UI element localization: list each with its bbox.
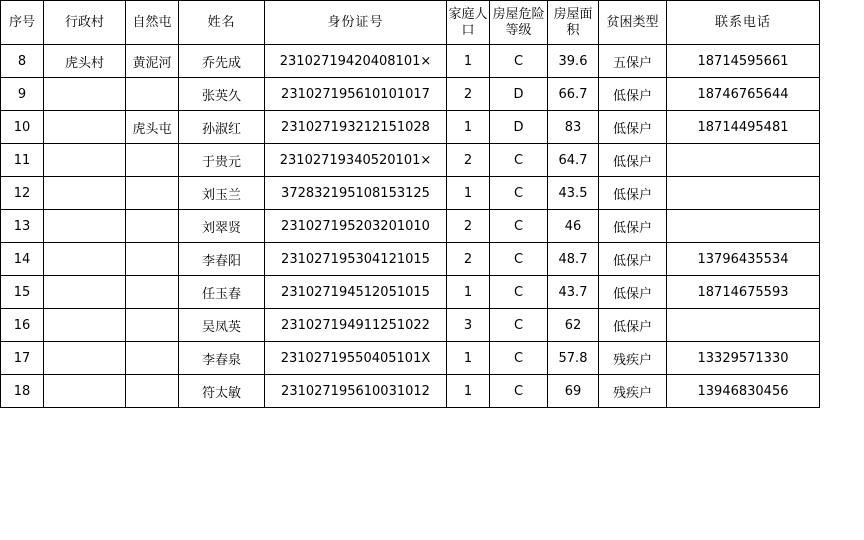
header-household-size: 家庭人口 bbox=[447, 1, 490, 45]
cell-house-area: 43.7 bbox=[548, 276, 599, 309]
cell-admin-village bbox=[44, 243, 126, 276]
cell-natural-village bbox=[126, 78, 179, 111]
cell-poverty-type: 低保户 bbox=[599, 243, 667, 276]
cell-name: 张英久 bbox=[179, 78, 265, 111]
cell-household-size: 2 bbox=[447, 243, 490, 276]
cell-house-area: 57.8 bbox=[548, 342, 599, 375]
table-row bbox=[1, 111, 820, 144]
cell-risk-level: C bbox=[490, 342, 548, 375]
cell-name: 刘玉兰 bbox=[179, 177, 265, 210]
header-row bbox=[1, 1, 820, 45]
cell-household-size: 1 bbox=[447, 375, 490, 408]
cell-admin-village bbox=[44, 78, 126, 111]
cell-index: 15 bbox=[1, 276, 44, 309]
cell-index: 13 bbox=[1, 210, 44, 243]
cell-poverty-type: 低保户 bbox=[599, 111, 667, 144]
cell-risk-level: D bbox=[490, 111, 548, 144]
table-row bbox=[1, 210, 820, 243]
cell-admin-village bbox=[44, 111, 126, 144]
cell-household-size: 2 bbox=[447, 78, 490, 111]
cell-id-number: 23102719550405101X bbox=[265, 342, 447, 375]
table-row bbox=[1, 144, 820, 177]
cell-natural-village bbox=[126, 309, 179, 342]
cell-id-number: 231027195610031012 bbox=[265, 375, 447, 408]
cell-admin-village bbox=[44, 342, 126, 375]
header-natural-village: 自然屯 bbox=[126, 1, 179, 45]
cell-house-area: 69 bbox=[548, 375, 599, 408]
cell-name: 任玉春 bbox=[179, 276, 265, 309]
cell-id-number: 231027193212151028 bbox=[265, 111, 447, 144]
cell-admin-village bbox=[44, 375, 126, 408]
cell-poverty-type: 残疾户 bbox=[599, 375, 667, 408]
cell-id-number: 23102719340520101× bbox=[265, 144, 447, 177]
table-row bbox=[1, 276, 820, 309]
cell-admin-village bbox=[44, 144, 126, 177]
cell-index: 18 bbox=[1, 375, 44, 408]
cell-household-size: 2 bbox=[447, 210, 490, 243]
cell-phone: 18714595661 bbox=[667, 45, 820, 78]
cell-poverty-type: 残疾户 bbox=[599, 342, 667, 375]
table-row bbox=[1, 45, 820, 78]
cell-admin-village bbox=[44, 276, 126, 309]
cell-id-number: 231027195203201010 bbox=[265, 210, 447, 243]
cell-id-number: 23102719420408101× bbox=[265, 45, 447, 78]
cell-poverty-type: 低保户 bbox=[599, 144, 667, 177]
cell-name: 刘翠贤 bbox=[179, 210, 265, 243]
cell-house-area: 62 bbox=[548, 309, 599, 342]
cell-risk-level: C bbox=[490, 144, 548, 177]
cell-natural-village bbox=[126, 243, 179, 276]
cell-poverty-type: 低保户 bbox=[599, 309, 667, 342]
header-poverty-type: 贫困类型 bbox=[599, 1, 667, 45]
cell-risk-level: C bbox=[490, 45, 548, 78]
cell-phone bbox=[667, 144, 820, 177]
cell-house-area: 46 bbox=[548, 210, 599, 243]
cell-name: 孙淑红 bbox=[179, 111, 265, 144]
cell-poverty-type: 低保户 bbox=[599, 210, 667, 243]
cell-name: 李春阳 bbox=[179, 243, 265, 276]
cell-index: 12 bbox=[1, 177, 44, 210]
cell-name: 符太敏 bbox=[179, 375, 265, 408]
cell-id-number: 372832195108153125 bbox=[265, 177, 447, 210]
cell-phone bbox=[667, 210, 820, 243]
cell-risk-level: C bbox=[490, 276, 548, 309]
cell-household-size: 1 bbox=[447, 111, 490, 144]
cell-house-area: 83 bbox=[548, 111, 599, 144]
table-row bbox=[1, 177, 820, 210]
cell-natural-village bbox=[126, 210, 179, 243]
cell-natural-village bbox=[126, 177, 179, 210]
cell-name: 李春泉 bbox=[179, 342, 265, 375]
cell-admin-village bbox=[44, 210, 126, 243]
cell-risk-level: C bbox=[490, 177, 548, 210]
cell-natural-village: 虎头屯 bbox=[126, 111, 179, 144]
header-house-area: 房屋面积 bbox=[548, 1, 599, 45]
table-row bbox=[1, 309, 820, 342]
table-row bbox=[1, 78, 820, 111]
cell-id-number: 231027195610101017 bbox=[265, 78, 447, 111]
cell-household-size: 1 bbox=[447, 342, 490, 375]
cell-phone: 13946830456 bbox=[667, 375, 820, 408]
cell-phone: 13796435534 bbox=[667, 243, 820, 276]
cell-household-size: 1 bbox=[447, 45, 490, 78]
cell-household-size: 1 bbox=[447, 177, 490, 210]
cell-name: 吴凤英 bbox=[179, 309, 265, 342]
cell-house-area: 48.7 bbox=[548, 243, 599, 276]
cell-natural-village: 黄泥河 bbox=[126, 45, 179, 78]
cell-phone: 18714675593 bbox=[667, 276, 820, 309]
header-index: 序号 bbox=[1, 1, 44, 45]
cell-phone: 18714495481 bbox=[667, 111, 820, 144]
cell-poverty-type: 低保户 bbox=[599, 276, 667, 309]
cell-house-area: 66.7 bbox=[548, 78, 599, 111]
cell-risk-level: D bbox=[490, 78, 548, 111]
cell-household-size: 2 bbox=[447, 144, 490, 177]
cell-index: 9 bbox=[1, 78, 44, 111]
cell-id-number: 231027195304121015 bbox=[265, 243, 447, 276]
cell-id-number: 231027194512051015 bbox=[265, 276, 447, 309]
cell-natural-village bbox=[126, 375, 179, 408]
table-row bbox=[1, 375, 820, 408]
table-body bbox=[1, 45, 820, 408]
cell-name: 于贵元 bbox=[179, 144, 265, 177]
cell-natural-village bbox=[126, 342, 179, 375]
cell-admin-village bbox=[44, 309, 126, 342]
cell-index: 8 bbox=[1, 45, 44, 78]
header-id-number: 身份证号 bbox=[265, 1, 447, 45]
cell-risk-level: C bbox=[490, 375, 548, 408]
cell-index: 16 bbox=[1, 309, 44, 342]
header-phone: 联系电话 bbox=[667, 1, 820, 45]
cell-index: 10 bbox=[1, 111, 44, 144]
cell-poverty-type: 低保户 bbox=[599, 177, 667, 210]
cell-risk-level: C bbox=[490, 210, 548, 243]
header-admin-village: 行政村 bbox=[44, 1, 126, 45]
header-name: 姓名 bbox=[179, 1, 265, 45]
cell-phone bbox=[667, 309, 820, 342]
cell-natural-village bbox=[126, 276, 179, 309]
cell-admin-village bbox=[44, 177, 126, 210]
table-row bbox=[1, 243, 820, 276]
cell-name: 乔先成 bbox=[179, 45, 265, 78]
cell-phone: 18746765644 bbox=[667, 78, 820, 111]
cell-house-area: 43.5 bbox=[548, 177, 599, 210]
header-risk-level: 房屋危险等级 bbox=[490, 1, 548, 45]
cell-poverty-type: 低保户 bbox=[599, 78, 667, 111]
cell-natural-village bbox=[126, 144, 179, 177]
cell-index: 17 bbox=[1, 342, 44, 375]
cell-index: 11 bbox=[1, 144, 44, 177]
cell-poverty-type: 五保户 bbox=[599, 45, 667, 78]
cell-household-size: 1 bbox=[447, 276, 490, 309]
cell-household-size: 3 bbox=[447, 309, 490, 342]
table-row bbox=[1, 342, 820, 375]
cell-phone: 13329571330 bbox=[667, 342, 820, 375]
cell-admin-village: 虎头村 bbox=[44, 45, 126, 78]
cell-index: 14 bbox=[1, 243, 44, 276]
cell-id-number: 231027194911251022 bbox=[265, 309, 447, 342]
cell-phone bbox=[667, 177, 820, 210]
cell-house-area: 64.7 bbox=[548, 144, 599, 177]
cell-risk-level: C bbox=[490, 309, 548, 342]
cell-risk-level: C bbox=[490, 243, 548, 276]
cell-house-area: 39.6 bbox=[548, 45, 599, 78]
